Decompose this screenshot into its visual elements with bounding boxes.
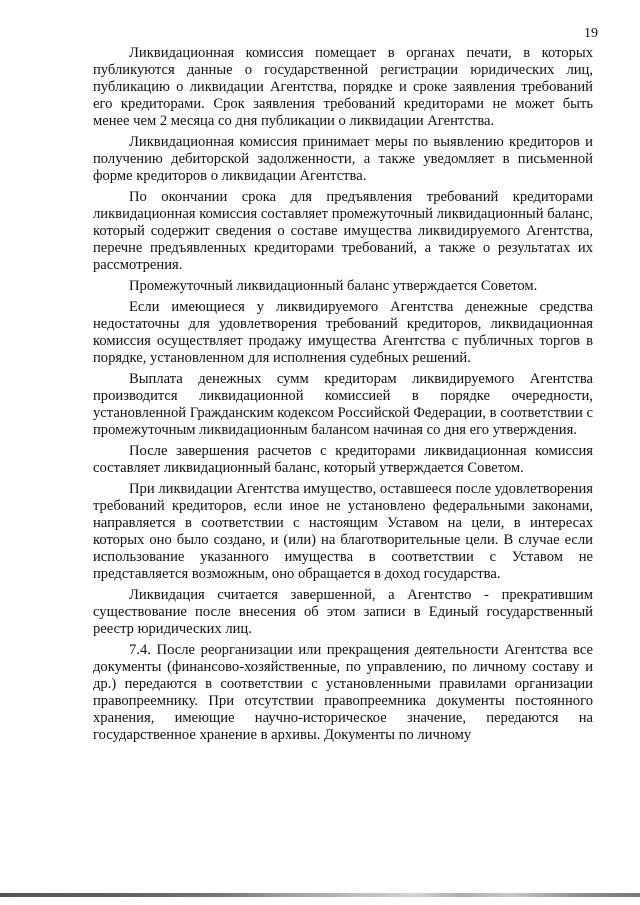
paragraph-liquidation-complete: Ликвидация считается завершенной, а Агентство - прекратившим существование после внесения об этом записи в Единый государственный реестр юридических лиц. [93, 587, 593, 637]
paragraph-creditor-identification: Ликвидационная комиссия принимает меры по выявлению кредиторов и получению дебиторской задолженности, а также уведомляет в письменной форме кредиторов о ликвидации Агентства. [93, 134, 593, 184]
paragraph-interim-balance: По окончании срока для предъявления требований кредиторами ликвидационная комиссия составляет промежуточный ликвидационный баланс, который содержит сведения о составе имущества ликвидируемого Агентства, перечне предъявленных кредиторами требований, а также о результатах их рассмотрения. [93, 189, 593, 273]
paragraph-remaining-property: При ликвидации Агентства имущество, оставшееся после удовлетворения требований кредиторов, если иное не установлено федеральными законами, направляется в соответствии с настоящим Уставом на цели, в интересах которых оно было создано, и (или) на благотворительные цели. В случае если использование указанного имущества в соответствии с Уставом не представляется возможным, оно обращается в доход государства. [93, 481, 593, 582]
paragraph-section-7-4: 7.4. После реорганизации или прекращения деятельности Агентства все документы (финансово-хозяйственные, по управлению, по личному составу и др.) передаются в соответствии с установленными правилами организации правопреемнику. При отсутствии правопреемника документы постоянного хранения, имеющие научно-историческое значение, передаются на государственное хранение в архивы. Документы по личному [93, 642, 593, 743]
paragraph-liquidation-publication: Ликвидационная комиссия помещает в органах печати, в которых публикуются данные о государственной регистрации юридических лиц, публикацию о ликвидации Агентства, порядке и сроке заявления требований его кредиторами. Срок заявления требований кредиторами не может быть менее чем 2 месяца со дня публикации о ликвидации Агентства. [93, 45, 593, 129]
scan-edge-artifact [0, 893, 640, 897]
paragraph-property-sale: Если имеющиеся у ликвидируемого Агентства денежные средства недостаточны для удовлетворения требований кредиторов, ликвидационная комиссия осуществляет продажу имущества Агентства с публичных торгов в порядке, установленном для исполнения судебных решений. [93, 299, 593, 366]
paragraph-balance-approval: Промежуточный ликвидационный баланс утверждается Советом. [129, 278, 538, 294]
paragraph-creditor-payments: Выплата денежных сумм кредиторам ликвидируемого Агентства производится ликвидационной комиссией в порядке очередности, установленной Гражданским кодексом Российской Федерации, в соответствии с промежуточным ликвидационным балансом начиная со дня его утверждения. [93, 371, 593, 438]
document-body [93, 45, 593, 744]
page-number: 19 [584, 26, 598, 41]
paragraph-final-balance: После завершения расчетов с кредиторами ликвидационная комиссия составляет ликвидационный баланс, который утверждается Советом. [93, 443, 593, 476]
